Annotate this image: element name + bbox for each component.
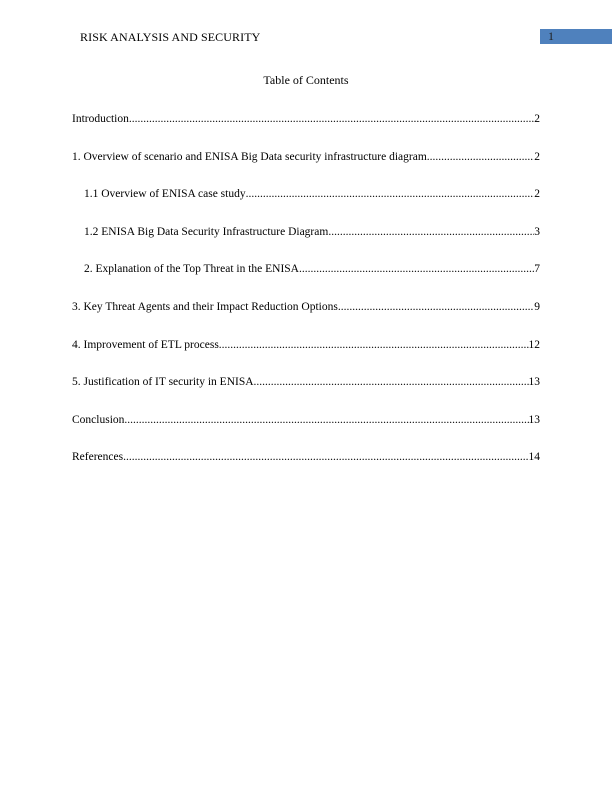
toc-entry-case-study[interactable] <box>84 187 540 201</box>
toc-entry-text: References <box>72 451 124 463</box>
toc-entry-text: Conclusion <box>72 414 125 426</box>
toc-entry-page: 13 <box>528 414 540 426</box>
toc-entry-it-security[interactable] <box>72 375 540 389</box>
toc-entry-page: 9 <box>534 301 540 313</box>
toc-entry-page: 14 <box>528 451 540 463</box>
toc-entry-text: Introduction <box>72 113 129 125</box>
toc-leader <box>254 375 529 389</box>
page-number-box <box>540 29 612 44</box>
toc-leader <box>427 150 534 164</box>
running-head: RISK ANALYSIS AND SECURITY <box>80 30 261 44</box>
toc-entry-text: 1. Overview of scenario and ENISA Big Data security infrastructure diagram <box>72 151 427 163</box>
toc-entry-page: 2 <box>534 151 540 163</box>
toc-entry-text: 1.2 ENISA Big Data Security Infrastructure Diagram <box>84 226 329 238</box>
toc-entry-page: 7 <box>534 263 540 275</box>
toc-entry-text: 2. Explanation of the Top Threat in the ENISA <box>84 263 299 275</box>
toc-entry-threat-agents[interactable] <box>72 300 540 314</box>
toc-entry-text: 5. Justification of IT security in ENISA <box>72 376 254 388</box>
toc-entry-introduction[interactable] <box>72 112 540 126</box>
toc-entry-conclusion[interactable] <box>72 413 540 427</box>
toc-entry-references[interactable] <box>72 450 540 464</box>
toc-title: Table of Contents <box>263 73 349 87</box>
toc-leader <box>129 112 534 126</box>
toc-leader <box>328 225 534 239</box>
toc-entry-page: 2 <box>534 188 540 200</box>
toc-leader <box>338 300 534 314</box>
toc-entry-text: 1.1 Overview of ENISA case study <box>84 188 246 200</box>
toc-leader <box>124 413 528 427</box>
page-number: 1 <box>548 29 554 43</box>
toc-entry-page: 13 <box>528 376 540 388</box>
toc-entry-page: 2 <box>534 113 540 125</box>
toc-entry-text: 4. Improvement of ETL process <box>72 339 219 351</box>
toc-entry-etl-process[interactable] <box>72 338 540 352</box>
toc-entry-page: 12 <box>528 339 540 351</box>
toc-leader <box>219 338 529 352</box>
toc-leader <box>299 262 534 276</box>
toc-leader <box>123 450 528 464</box>
toc-entry-overview[interactable] <box>72 150 540 164</box>
toc-entry-top-threat[interactable] <box>84 262 540 276</box>
toc-entry-text: 3. Key Threat Agents and their Impact Reduction Options <box>72 301 338 313</box>
toc-entry-infrastructure-diagram[interactable] <box>84 225 540 239</box>
toc-entry-page: 3 <box>534 226 540 238</box>
toc-leader <box>246 187 535 201</box>
